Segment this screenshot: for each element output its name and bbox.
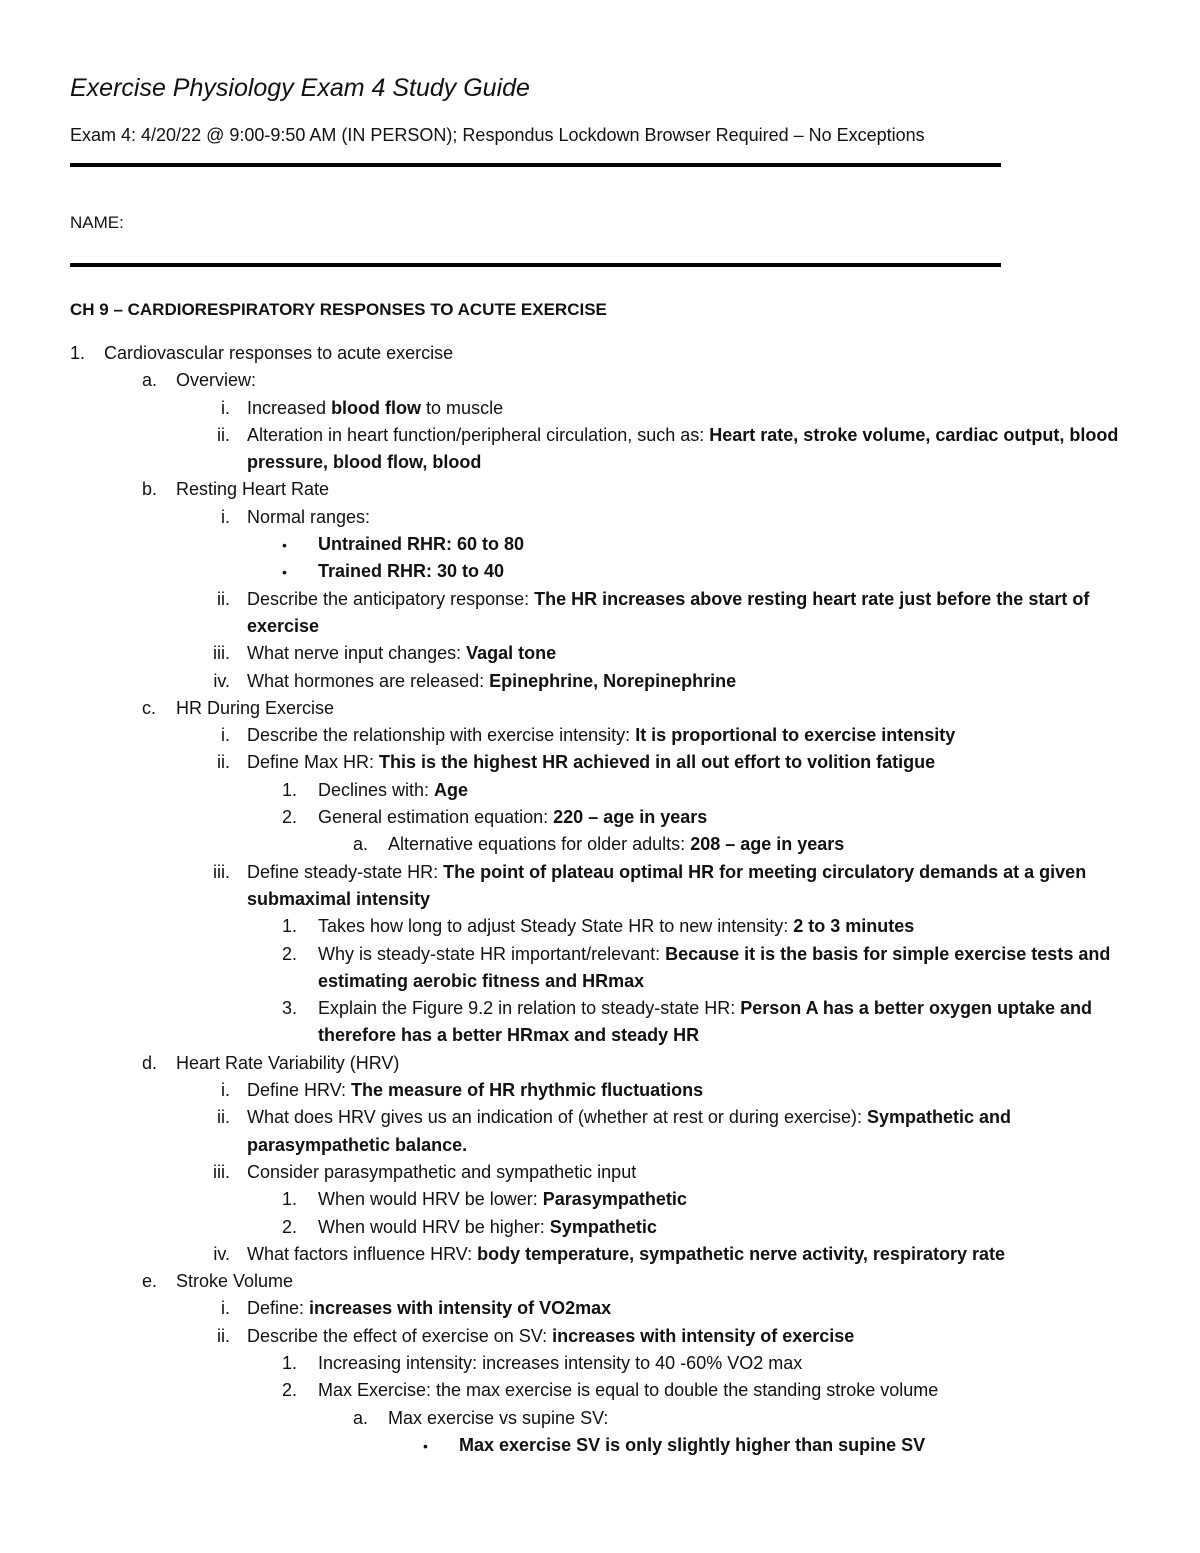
item-suffix: to muscle: [421, 397, 504, 418]
list-marker: e.: [142, 1271, 158, 1292]
outline-item: [0, 722, 1200, 749]
list-marker: 2.: [282, 807, 298, 828]
outline-item: [0, 941, 1200, 996]
item-text: [247, 749, 1140, 776]
item-prompt: Consider parasympathetic and sympathetic input: [247, 1161, 637, 1182]
item-text: [318, 777, 1140, 804]
outline-item: [0, 1104, 1200, 1159]
outline-item: [0, 1186, 1200, 1213]
study-outline: [0, 340, 1200, 1459]
item-text: [247, 1323, 1140, 1350]
item-text: [247, 1077, 1140, 1104]
item-answer: Trained RHR: 30 to 40: [318, 561, 505, 582]
outline-item: [0, 1241, 1200, 1268]
list-marker: a.: [353, 1407, 369, 1428]
item-text: [247, 668, 1140, 695]
item-answer: 220 – age in years: [553, 807, 708, 828]
item-text: [247, 504, 1140, 531]
item-prompt: Define Max HR:: [247, 752, 380, 773]
item-text: [388, 831, 1200, 858]
list-marker: 1.: [70, 343, 86, 363]
list-marker: a.: [142, 370, 158, 391]
item-answer: The measure of HR rhythmic fluctuations: [351, 1080, 704, 1101]
item-prompt: Resting Heart Rate: [176, 479, 330, 500]
divider-rule: [70, 163, 1001, 167]
list-marker: 2.: [282, 1380, 298, 1401]
item-text: [247, 859, 1140, 914]
item-prompt: Define:: [247, 1298, 310, 1319]
outline-item: [0, 668, 1200, 695]
list-marker: i.: [221, 725, 230, 746]
list-marker: d.: [142, 1052, 158, 1073]
outline-item: [0, 422, 1200, 477]
list-marker: i.: [221, 397, 230, 418]
list-marker: c.: [142, 697, 157, 718]
item-answer: Untrained RHR: 60 to 80: [318, 534, 525, 555]
item-answer: It is proportional to exercise intensity: [635, 725, 956, 746]
item-text: [318, 1214, 1140, 1241]
outline-item: [0, 1350, 1200, 1377]
item-text: [176, 1050, 1200, 1077]
item-prompt: Stroke Volume: [176, 1271, 294, 1292]
item-prompt: What hormones are released:: [247, 670, 490, 691]
outline-item: [0, 395, 1200, 422]
outline-item: [0, 1214, 1200, 1241]
item-prompt: What does HRV gives us an indication of (whether at rest or during exercise):: [247, 1107, 867, 1128]
outline-item: [0, 504, 1200, 531]
list-marker: b.: [142, 479, 158, 500]
item-answer: increases with intensity of exercise: [552, 1325, 855, 1346]
item-answer: Max exercise SV is only slightly higher than supine SV: [459, 1434, 926, 1455]
outline-item: [0, 1377, 1200, 1404]
item-text: [176, 367, 1200, 394]
outline-item: [0, 340, 1200, 367]
item-answer: Person A has a better oxygen uptake and therefore has a better HRmax and steady HR: [318, 998, 1092, 1046]
outline-item: [0, 1268, 1200, 1295]
bullet-icon: •: [282, 564, 287, 581]
item-text: [318, 913, 1140, 940]
item-answer: Heart rate, stroke volume, cardiac output, blood pressure, blood flow, blood: [247, 424, 1119, 473]
outline-item: [0, 367, 1200, 394]
item-answer: blood flow: [331, 397, 422, 418]
outline-item: [0, 804, 1200, 831]
item-text: [318, 1350, 1140, 1377]
outline-item: [0, 995, 1200, 1050]
item-prompt: Define HRV:: [247, 1080, 352, 1101]
item-answer: increases with intensity of VO2max: [309, 1298, 612, 1319]
outline-item: [0, 1050, 1200, 1077]
list-marker: ii.: [217, 424, 230, 445]
document-title: Exercise Physiology Exam 4 Study Guide: [70, 74, 530, 102]
item-text: [176, 1268, 1200, 1295]
item-text: [247, 422, 1140, 477]
outline-item: [0, 1159, 1200, 1186]
chapter-heading: CH 9 – CARDIORESPIRATORY RESPONSES TO ACUTE EXERCISE: [70, 300, 607, 319]
item-prompt: Takes how long to adjust Steady State HR to new intensity:: [318, 916, 794, 937]
item-prompt: Define steady-state HR:: [247, 861, 444, 882]
outline-item: [0, 695, 1200, 722]
item-prompt: Max Exercise: the max exercise is equal to double the standing stroke volume: [318, 1380, 939, 1401]
outline-item: [0, 831, 1200, 858]
item-text: [318, 1377, 1140, 1404]
item-text: [247, 1159, 1140, 1186]
name-label: NAME:: [70, 213, 124, 232]
item-text: [459, 1432, 1200, 1459]
item-prompt: General estimation equation:: [318, 807, 554, 828]
item-prompt: When would HRV be higher:: [318, 1216, 550, 1237]
item-prompt: Declines with:: [318, 779, 435, 800]
item-prompt: Increased: [247, 397, 332, 418]
item-prompt: Why is steady-state HR important/relevant:: [318, 943, 666, 964]
outline-item: [0, 1405, 1200, 1432]
item-prompt: What factors influence HRV:: [247, 1243, 478, 1264]
item-answer: 208 – age in years: [690, 834, 845, 855]
item-prompt: What nerve input changes:: [247, 643, 467, 664]
item-answer: This is the highest HR achieved in all out effort to volition fatigue: [379, 752, 936, 773]
list-marker: 1.: [282, 916, 298, 937]
item-answer: The HR increases above resting heart rate just before the start of exercise: [247, 588, 1090, 636]
item-prompt: Overview:: [176, 370, 257, 391]
item-prompt: HR During Exercise: [176, 697, 335, 718]
list-marker: ii.: [217, 588, 230, 609]
bullet-icon: •: [423, 1437, 428, 1454]
list-marker: 2.: [282, 943, 298, 964]
list-marker: i.: [221, 506, 230, 527]
item-text: [318, 1186, 1140, 1213]
outline-item: [0, 913, 1200, 940]
list-marker: 1.: [282, 1189, 298, 1210]
list-marker: a.: [353, 834, 369, 855]
item-prompt: Alternative equations for older adults:: [388, 834, 691, 855]
item-answer: Age: [434, 779, 469, 800]
item-answer: Epinephrine, Norepinephrine: [489, 670, 737, 691]
list-marker: ii.: [217, 1325, 230, 1346]
item-text: [176, 476, 1200, 503]
item-text: [318, 558, 1140, 585]
item-text: [104, 340, 1200, 367]
item-answer: 2 to 3 minutes: [793, 916, 915, 937]
item-text: [247, 1295, 1140, 1322]
item-text: [247, 722, 1140, 749]
item-prompt: Max exercise vs supine SV:: [388, 1407, 609, 1428]
outline-item: [0, 777, 1200, 804]
outline-item: [0, 749, 1200, 776]
list-marker: iv.: [213, 670, 230, 691]
item-prompt: Explain the Figure 9.2 in relation to steady-state HR:: [318, 998, 741, 1019]
item-prompt: Describe the relationship with exercise intensity:: [247, 725, 636, 746]
list-marker: 2.: [282, 1216, 298, 1237]
list-marker: iii.: [213, 1161, 230, 1182]
outline-item: [0, 1295, 1200, 1322]
item-text: [247, 1241, 1140, 1268]
item-answer: body temperature, sympathetic nerve activity, respiratory rate: [477, 1243, 1005, 1264]
item-text: [247, 586, 1140, 641]
item-answer: Sympathetic: [549, 1216, 657, 1237]
item-answer: Parasympathetic: [542, 1189, 687, 1210]
item-text: [247, 1104, 1140, 1159]
item-text: [247, 640, 1140, 667]
list-marker: ii.: [217, 752, 230, 773]
item-text: [318, 941, 1140, 996]
outline-item: [0, 640, 1200, 667]
item-text: [318, 531, 1140, 558]
item-answer: Vagal tone: [466, 643, 557, 664]
item-text: [176, 695, 1200, 722]
item-prompt: Alteration in heart function/peripheral circulation, such as:: [247, 424, 710, 445]
item-prompt: When would HRV be lower:: [318, 1189, 543, 1210]
item-answer: Sympathetic and parasympathetic balance.: [247, 1107, 1012, 1155]
item-prompt: Normal ranges:: [247, 506, 371, 527]
divider-rule: [70, 263, 1001, 267]
item-prompt: Heart Rate Variability (HRV): [176, 1052, 400, 1073]
outline-item: [0, 476, 1200, 503]
outline-item: [0, 1077, 1200, 1104]
item-prompt: Describe the anticipatory response:: [247, 588, 535, 609]
list-marker: iii.: [213, 861, 230, 882]
item-answer: The point of plateau optimal HR for meeting circulatory demands at a given submaximal intensity: [247, 861, 1087, 909]
item-prompt: Cardiovascular responses to acute exercise: [104, 343, 454, 363]
outline-item: [0, 1323, 1200, 1350]
list-marker: i.: [221, 1080, 230, 1101]
item-answer: Because it is the basis for simple exercise tests and estimating aerobic fitness and HRmax: [318, 943, 1111, 991]
list-marker: i.: [221, 1298, 230, 1319]
item-text: [318, 995, 1140, 1050]
exam-info: Exam 4: 4/20/22 @ 9:00-9:50 AM (IN PERSON); Respondus Lockdown Browser Required – No Exceptions: [70, 125, 925, 145]
item-text: [247, 395, 1140, 422]
item-prompt: Describe the effect of exercise on SV:: [247, 1325, 553, 1346]
list-marker: 1.: [282, 1352, 298, 1373]
item-prompt: Increasing intensity: increases intensity to 40 -60% VO2 max: [318, 1352, 803, 1373]
outline-item: [0, 586, 1200, 641]
list-marker: ii.: [217, 1107, 230, 1128]
outline-item: [0, 859, 1200, 914]
list-marker: 3.: [282, 998, 298, 1019]
item-text: [318, 804, 1140, 831]
bullet-item: [0, 531, 1200, 558]
bullet-item: [0, 1432, 1200, 1459]
bullet-icon: •: [282, 537, 287, 554]
bullet-item: [0, 558, 1200, 585]
list-marker: iii.: [213, 643, 230, 664]
list-marker: iv.: [213, 1243, 230, 1264]
list-marker: 1.: [282, 779, 298, 800]
item-text: [388, 1405, 1200, 1432]
